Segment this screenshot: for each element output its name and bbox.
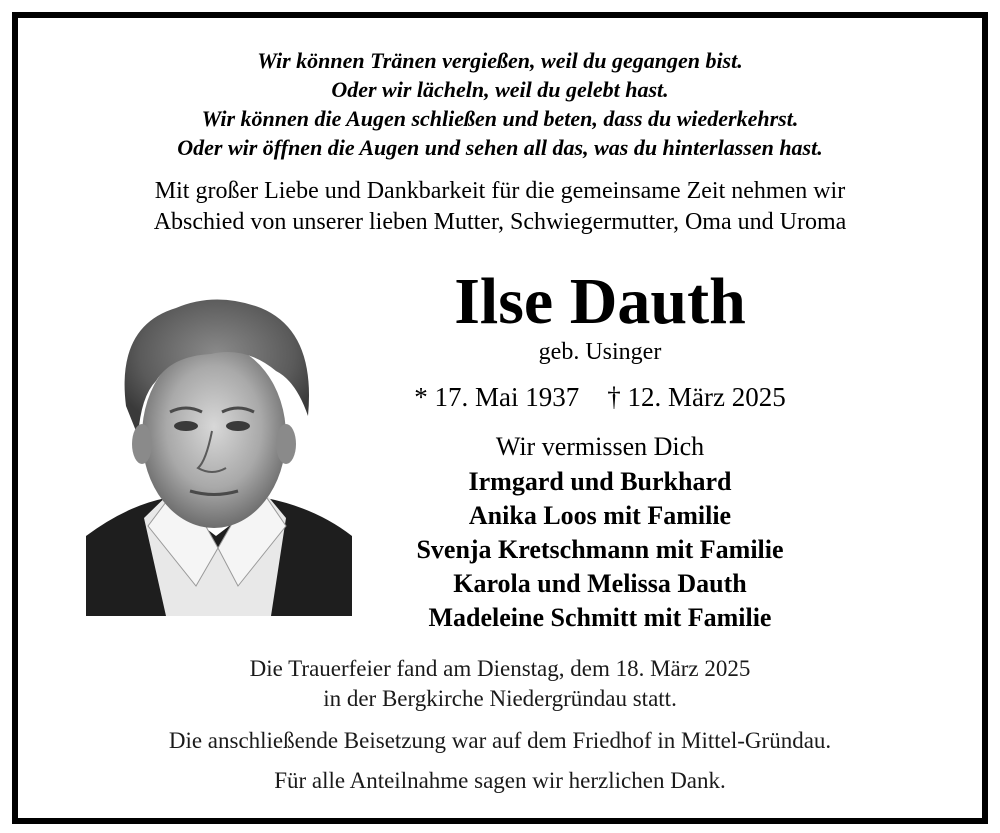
- intro-text: [18, 176, 982, 238]
- mourners-heading: Wir vermissen Dich: [495, 432, 705, 461]
- deceased-name: Ilse Dauth: [454, 265, 746, 338]
- mourner-name: Madeleine Schmitt mit Familie: [428, 603, 772, 632]
- poem-line: Oder wir öffnen die Augen und sehen all das, was du hinterlassen hast.: [177, 135, 823, 160]
- service-line: in der Bergkirche Niedergründau statt.: [323, 686, 677, 711]
- obituary-frame: [12, 12, 988, 824]
- birth-date: * 17. Mai 1937: [414, 382, 580, 412]
- thanks-line: Für alle Anteilnahme sagen wir herzlichen Dank.: [274, 768, 726, 793]
- poem-line: Oder wir lächeln, weil du gelebt hast.: [331, 77, 669, 102]
- poem-line: Wir können Tränen vergießen, weil du gegangen bist.: [257, 48, 743, 73]
- intro-line: Abschied von unserer lieben Mutter, Schwiegermutter, Oma und Uroma: [153, 209, 847, 235]
- mourner-name: Karola und Melissa Dauth: [453, 569, 747, 598]
- burial-info: Die anschließende Beisetzung war auf dem Friedhof in Mittel-Gründau.: [168, 728, 832, 753]
- mourner-name: Svenja Kretschmann mit Familie: [416, 535, 784, 564]
- death-date: † 12. März 2025: [607, 382, 786, 412]
- mourner-name: Anika Loos mit Familie: [468, 501, 732, 530]
- portrait-photo: [86, 286, 352, 616]
- poem-line: Wir können die Augen schließen und beten, dass du wiederkehrst.: [201, 106, 799, 131]
- service-line: Die Trauerfeier fand am Dienstag, dem 18. März 2025: [249, 656, 751, 681]
- poem: [18, 46, 982, 162]
- life-dates: [356, 380, 844, 414]
- mourner-name: Irmgard und Burkhard: [468, 467, 732, 496]
- mourners-list: [356, 465, 844, 635]
- service-info: [18, 654, 982, 714]
- maiden-name: geb. Usinger: [538, 339, 662, 365]
- intro-line: Mit großer Liebe und Dankbarkeit für die gemeinsame Zeit nehmen wir: [154, 178, 846, 204]
